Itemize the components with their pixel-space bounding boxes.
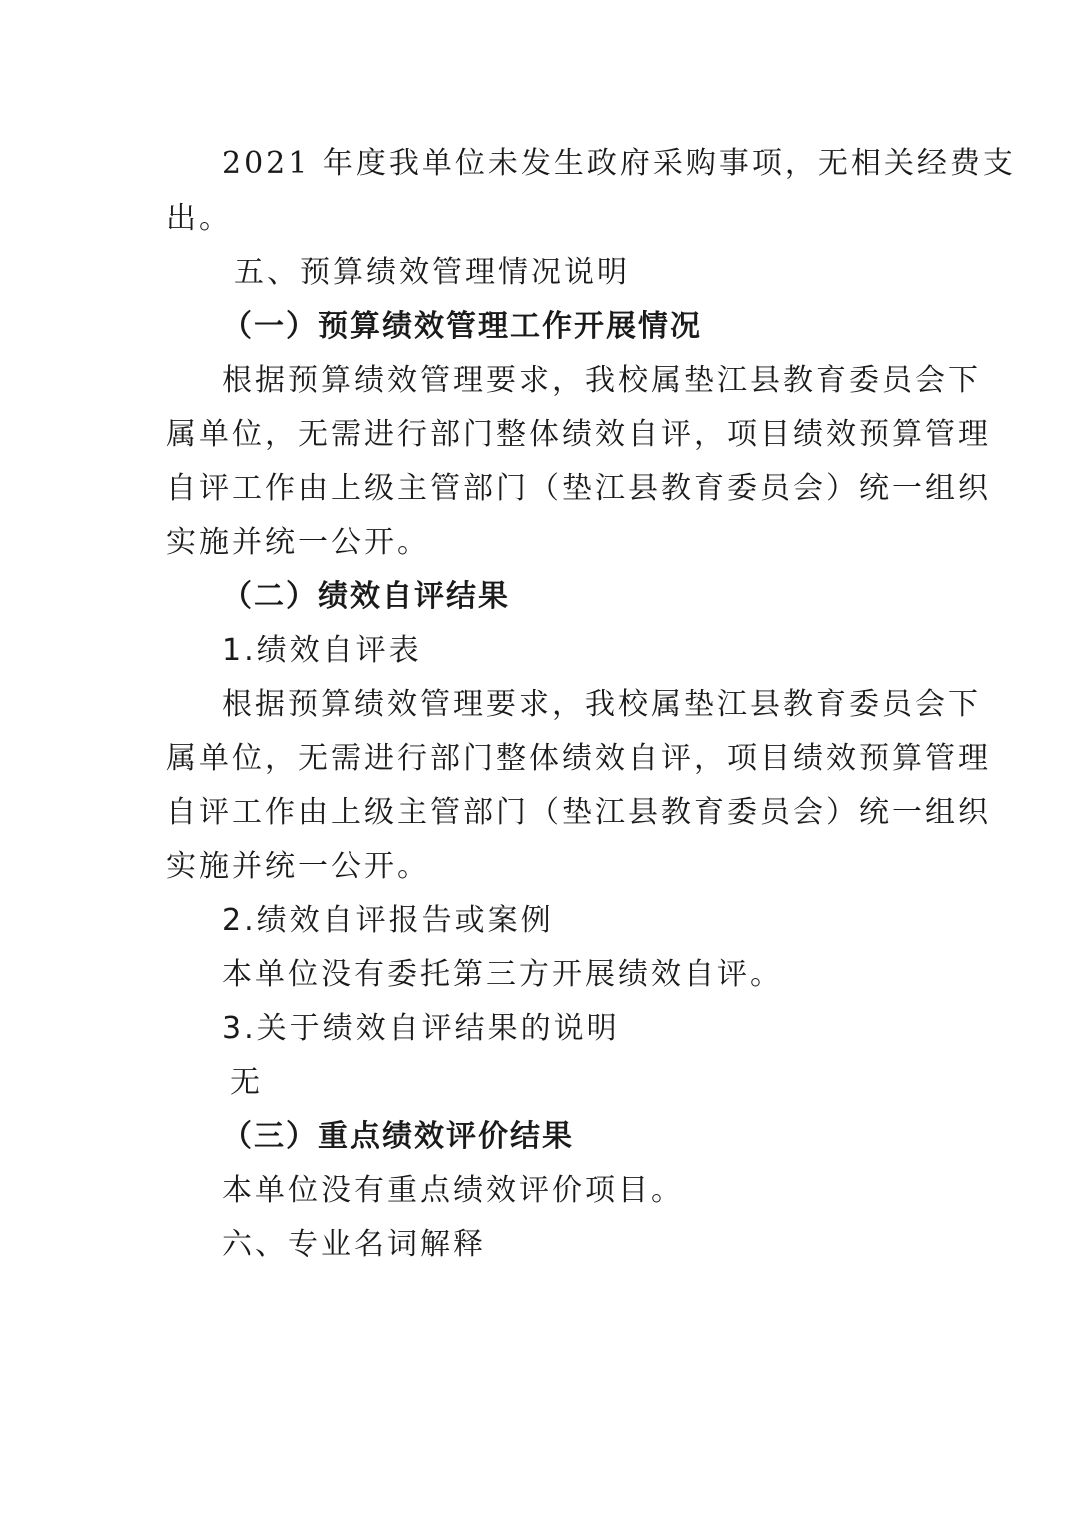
item-1-body-line-2: 属单位，无需进行部门整体绩效自评，项目绩效预算管理 bbox=[166, 741, 991, 776]
item-1-body-line-3: 自评工作由上级主管部门（垫江县教育委员会）统一组织 bbox=[166, 795, 991, 830]
item-2-heading: 2.绩效自评报告或案例 bbox=[222, 903, 554, 938]
subsection-1-body-line-4: 实施并统一公开。 bbox=[166, 525, 430, 560]
item-1-body-line-1: 根据预算绩效管理要求，我校属垫江县教育委员会下 bbox=[222, 687, 981, 722]
subsection-1-body-line-1: 根据预算绩效管理要求，我校属垫江县教育委员会下 bbox=[222, 363, 981, 398]
subsection-1-heading: （一）预算绩效管理工作开展情况 bbox=[222, 309, 702, 344]
item-1-body-line-4: 实施并统一公开。 bbox=[166, 849, 430, 884]
subsection-1-body-line-3: 自评工作由上级主管部门（垫江县教育委员会）统一组织 bbox=[166, 471, 991, 506]
procurement-paragraph-line-2: 出。 bbox=[166, 201, 232, 236]
section-6-heading: 六、专业名词解释 bbox=[222, 1227, 486, 1262]
subsection-2-heading: （二）绩效自评结果 bbox=[222, 579, 510, 614]
item-3-heading: 3.关于绩效自评结果的说明 bbox=[222, 1011, 620, 1046]
item-2-body: 本单位没有委托第三方开展绩效自评。 bbox=[222, 957, 783, 992]
subsection-1-body-line-2: 属单位，无需进行部门整体绩效自评，项目绩效预算管理 bbox=[166, 417, 991, 452]
item-3-body: 无 bbox=[230, 1065, 263, 1100]
subsection-3-body: 本单位没有重点绩效评价项目。 bbox=[222, 1173, 684, 1208]
item-1-heading: 1.绩效自评表 bbox=[222, 633, 422, 668]
section-5-heading: 五、预算绩效管理情况说明 bbox=[234, 255, 630, 290]
subsection-3-heading: （三）重点绩效评价结果 bbox=[222, 1119, 574, 1154]
procurement-paragraph-line-1: 2021 年度我单位未发生政府采购事项，无相关经费支 bbox=[222, 146, 1016, 181]
